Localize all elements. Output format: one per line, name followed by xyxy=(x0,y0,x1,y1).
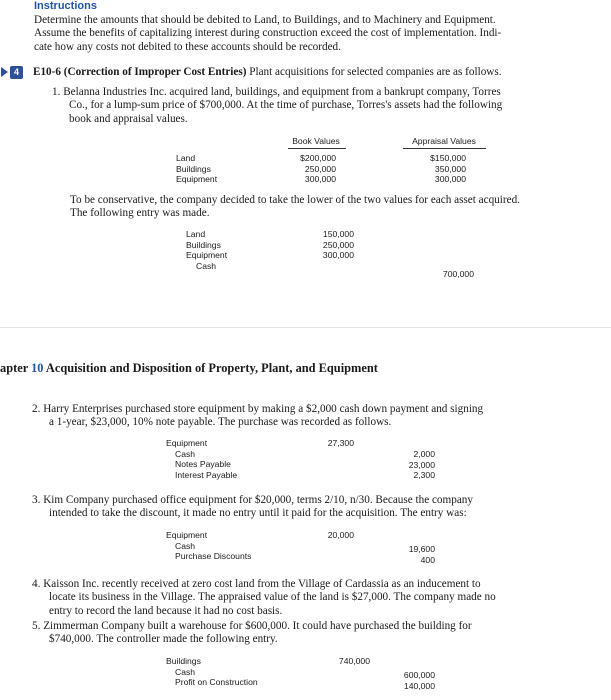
header-book-values: Book Values xyxy=(292,136,340,146)
entry-credit: 140,000 xyxy=(403,680,435,691)
entry-2-credits xyxy=(381,449,435,481)
entry-account: Equipment xyxy=(166,530,208,540)
item-line: 1. Belanna Industries Inc. acquired land, buildings, and equipment from a bankrupt company, Torres xyxy=(52,86,501,98)
item-1-text xyxy=(52,86,502,126)
entry-debit: 300,000 xyxy=(322,250,354,261)
entry-credit: 2,300 xyxy=(413,470,435,481)
entry-5-debits xyxy=(316,656,370,667)
item-line: 2. Harry Enterprises purchased store equipment by making a $2,000 cash down payment and signing xyxy=(32,403,484,415)
item-line: a 1-year, $23,000, 10% note payable. The purchase was recorded as follows. xyxy=(49,416,392,429)
entry-5-credits xyxy=(381,670,435,691)
exercise-title-rest: Plant acquisitions for selected companies are as follows. xyxy=(246,66,502,78)
entry-3-labels xyxy=(166,530,251,562)
entry-3-credits xyxy=(381,544,435,565)
entry-debit: 740,000 xyxy=(338,656,370,666)
entry-debit: 27,300 xyxy=(327,438,354,448)
header-underline xyxy=(288,148,346,149)
entry-debit: 20,000 xyxy=(327,530,354,540)
item-line: locate its business in the Village. The appraised value of the land is $27,000. The company made no xyxy=(49,591,496,604)
entry-account: Cash xyxy=(175,666,196,677)
entry-account: Notes Payable xyxy=(175,459,231,470)
table-cell: 250,000 xyxy=(304,163,336,174)
instructions-line: Assume the benefits of capitalizing interest during construction exceed the cost of implementation. Indi- xyxy=(34,27,502,40)
item-line: 4. Kaisson Inc. recently received at zero cost land from the Village of Cardassia as an inducement to xyxy=(32,578,481,590)
table-cell: 350,000 xyxy=(434,163,466,174)
exercise-heading xyxy=(33,66,502,79)
entry-account: Equipment xyxy=(186,250,228,261)
header-appraisal-values: Appraisal Values xyxy=(412,136,476,146)
item-5-text xyxy=(32,620,472,647)
item-line: $740,000. The controller made the following entry. xyxy=(49,633,278,646)
entry-account: Cash xyxy=(175,448,196,459)
entry-credit: 19,600 xyxy=(408,544,435,554)
entry-account: Purchase Discounts xyxy=(175,551,252,562)
table-cell: 300,000 xyxy=(304,174,336,185)
page-divider xyxy=(0,327,611,328)
entry-account: Interest Payable xyxy=(175,469,238,480)
entry-credit: 700,000 xyxy=(442,269,474,279)
table-row-labels xyxy=(176,153,217,185)
item-2-text xyxy=(32,403,483,430)
entry-debit: 250,000 xyxy=(322,239,354,250)
entry-1-debits xyxy=(300,229,354,261)
entry-account: Cash xyxy=(196,260,217,271)
item-line: To be conservative, the company decided to take the lower of the two values for each asset acquired. xyxy=(70,194,520,206)
item-line: 5. Zimmerman Company built a warehouse for $600,000. It could have purchased the building for xyxy=(32,620,472,632)
instructions-text xyxy=(34,14,501,54)
entry-2-labels xyxy=(166,438,237,480)
item-line: Co., for a lump-sum price of $700,000. At the time of purchase, Torres's assets had the following xyxy=(69,99,503,112)
item-1-after-text xyxy=(70,194,520,221)
entry-account: Equipment xyxy=(166,438,208,448)
header-underline xyxy=(403,148,486,149)
table-cell: $200,000 xyxy=(300,153,336,163)
chapter-prefix: apter xyxy=(0,361,32,375)
entry-account: Land xyxy=(186,229,206,239)
book-values-column xyxy=(280,153,336,185)
item-line: entry to record the land because it had no cost basis. xyxy=(49,604,283,617)
arrow-marker-icon xyxy=(1,67,8,77)
chapter-number: 10 xyxy=(31,361,44,375)
entry-3-debits xyxy=(300,530,354,541)
entry-credit: 600,000 xyxy=(403,670,435,680)
entry-1-credits xyxy=(420,269,474,280)
entry-account: Profit on Construction xyxy=(175,677,258,688)
appraisal-values-column xyxy=(410,153,466,185)
item-3-text xyxy=(32,494,473,521)
difficulty-badge: 4 xyxy=(10,66,23,79)
table-cell: 300,000 xyxy=(434,174,466,185)
entry-credit: 2,000 xyxy=(413,449,435,459)
item-line: The following entry was made. xyxy=(70,207,210,220)
item-4-text xyxy=(32,578,496,618)
item-line: 3. Kim Company purchased office equipment for $20,000, terms 2/10, n/30. Because the company xyxy=(32,494,473,506)
entry-2-debits xyxy=(300,438,354,449)
chapter-title: Acquisition and Disposition of Property, Plant, and Equipment xyxy=(43,361,378,375)
entry-5-labels xyxy=(166,656,258,688)
entry-credit: 400 xyxy=(420,554,435,565)
table-cell: $150,000 xyxy=(430,153,466,163)
table-row-label: Buildings xyxy=(176,163,211,174)
item-line: intended to take the discount, it made no entry until it paid for the acquisition. The entry was: xyxy=(49,507,467,520)
instructions-line: Determine the amounts that should be debited to Land, to Buildings, and to Machinery and Equipment. xyxy=(34,14,496,26)
entry-1-labels xyxy=(186,229,227,271)
entry-account: Buildings xyxy=(186,239,221,250)
entry-debit: 150,000 xyxy=(322,229,354,239)
chapter-header xyxy=(0,362,378,375)
entry-account: Buildings xyxy=(166,656,201,666)
item-line: book and appraisal values. xyxy=(69,112,188,125)
instructions-line: cate how any costs not debited to these accounts should be recorded. xyxy=(34,40,341,53)
exercise-title: E10-6 (Correction of Improper Cost Entries) xyxy=(33,66,247,78)
table-row-label: Equipment xyxy=(176,174,218,185)
entry-account: Cash xyxy=(175,540,196,551)
table-row-label: Land xyxy=(176,153,196,163)
instructions-heading: Instructions xyxy=(34,0,97,12)
entry-credit: 23,000 xyxy=(408,459,435,470)
